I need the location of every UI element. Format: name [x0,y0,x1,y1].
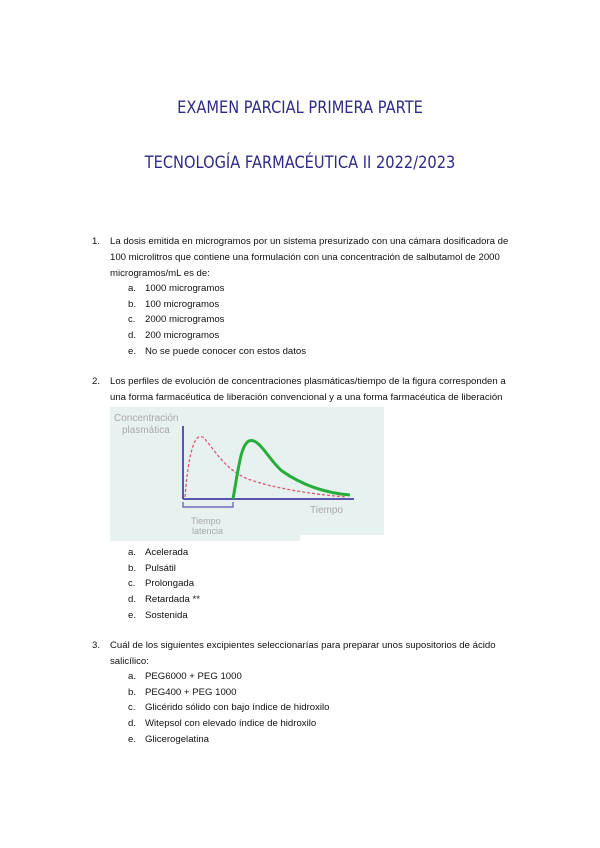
question-text [110,374,550,406]
option-letter: d. [128,594,137,606]
option-letter: c. [128,702,136,714]
option-text: PEG400 + PEG 1000 [145,686,237,698]
question-line: una forma farmacéutica de liberación convencional y a una forma farmacéutica de liberación [110,392,503,403]
option-letter: e. [128,345,137,357]
question-number: 3. [92,640,101,651]
option-letter: c. [128,578,136,590]
course-title: TECNOLOGÍA FARMACÉUTICA II 2022/2023 [144,153,456,173]
exam-title: EXAMEN PARCIAL PRIMERA PARTE [177,98,423,118]
figure-corner-blank [300,535,384,541]
option-text: Pulsátil [145,562,176,574]
question-text [110,638,530,670]
option-c[interactable] [128,312,306,328]
option-text: Sostenida [145,609,188,621]
option-text: Witepsol con elevado índice de hidroxilo [145,718,317,730]
option-letter: e. [128,609,137,621]
question-line: La dosis emitida en microgramos por un sistema presurizado con una cámara dosificadora de [110,236,509,247]
option-letter: b. [128,562,137,574]
option-e[interactable] [128,608,200,624]
option-letter: a. [128,671,137,682]
question-2-options [128,545,200,624]
option-d[interactable] [128,592,200,608]
question-3-options [128,669,330,748]
latency-label-line2: latencia [192,526,224,536]
option-b[interactable] [128,561,200,577]
option-d[interactable] [128,716,330,732]
question-number: 2. [92,376,101,387]
option-a[interactable] [128,281,306,297]
y-axis-label-line2: plasmática [122,425,170,436]
option-letter: c. [128,314,136,326]
option-b[interactable] [128,685,330,701]
option-b[interactable] [128,297,306,313]
option-letter: b. [128,298,137,310]
option-c[interactable] [128,576,200,592]
option-text: Glicérido sólido con bajo índice de hidroxilo [145,702,330,714]
question-line: Los perfiles de evolución de concentraciones plasmáticas/tiempo de la figura corresponden a [110,376,506,387]
option-letter: a. [128,547,137,558]
question-number: 1. [92,236,101,247]
option-e[interactable] [128,344,306,360]
latency-label-line1: Tiempo [191,516,221,526]
option-text: PEG6000 + PEG 1000 [145,671,242,682]
option-e[interactable] [128,732,330,748]
option-text: 2000 microgramos [145,314,225,326]
option-text: Acelerada [145,547,189,558]
option-letter: d. [128,718,137,730]
option-letter: b. [128,686,137,698]
option-d[interactable] [128,328,306,344]
option-text: 200 microgramos [145,330,220,342]
option-letter: d. [128,330,137,342]
option-text: Retardada ** [145,594,200,606]
option-letter: e. [128,733,137,745]
option-text: 1000 microgramos [145,283,225,294]
option-text: Prolongada [145,578,195,590]
question-line: microgramos/mL es de: [110,268,210,279]
question-1-options [128,281,306,360]
option-text: 100 microgramos [145,298,220,310]
option-letter: a. [128,283,137,294]
question-text [110,234,530,282]
plasma-concentration-figure [110,407,384,541]
question-line: Cuál de los siguientes excipientes seleccionarías para preparar unos supositorios de ácido [110,640,496,651]
y-axis-label-line1: Concentración [114,413,179,424]
option-a[interactable] [128,669,330,685]
question-line: salicílico: [110,656,149,667]
option-c[interactable] [128,700,330,716]
question-line: 100 microlitros que contiene una formulación con una concentración de salbutamol de 2000 [110,252,500,263]
option-text: Glicerogelatina [145,733,209,745]
option-a[interactable] [128,545,200,561]
x-axis-label: Tiempo [310,505,343,516]
option-text: No se puede conocer con estos datos [145,345,307,357]
